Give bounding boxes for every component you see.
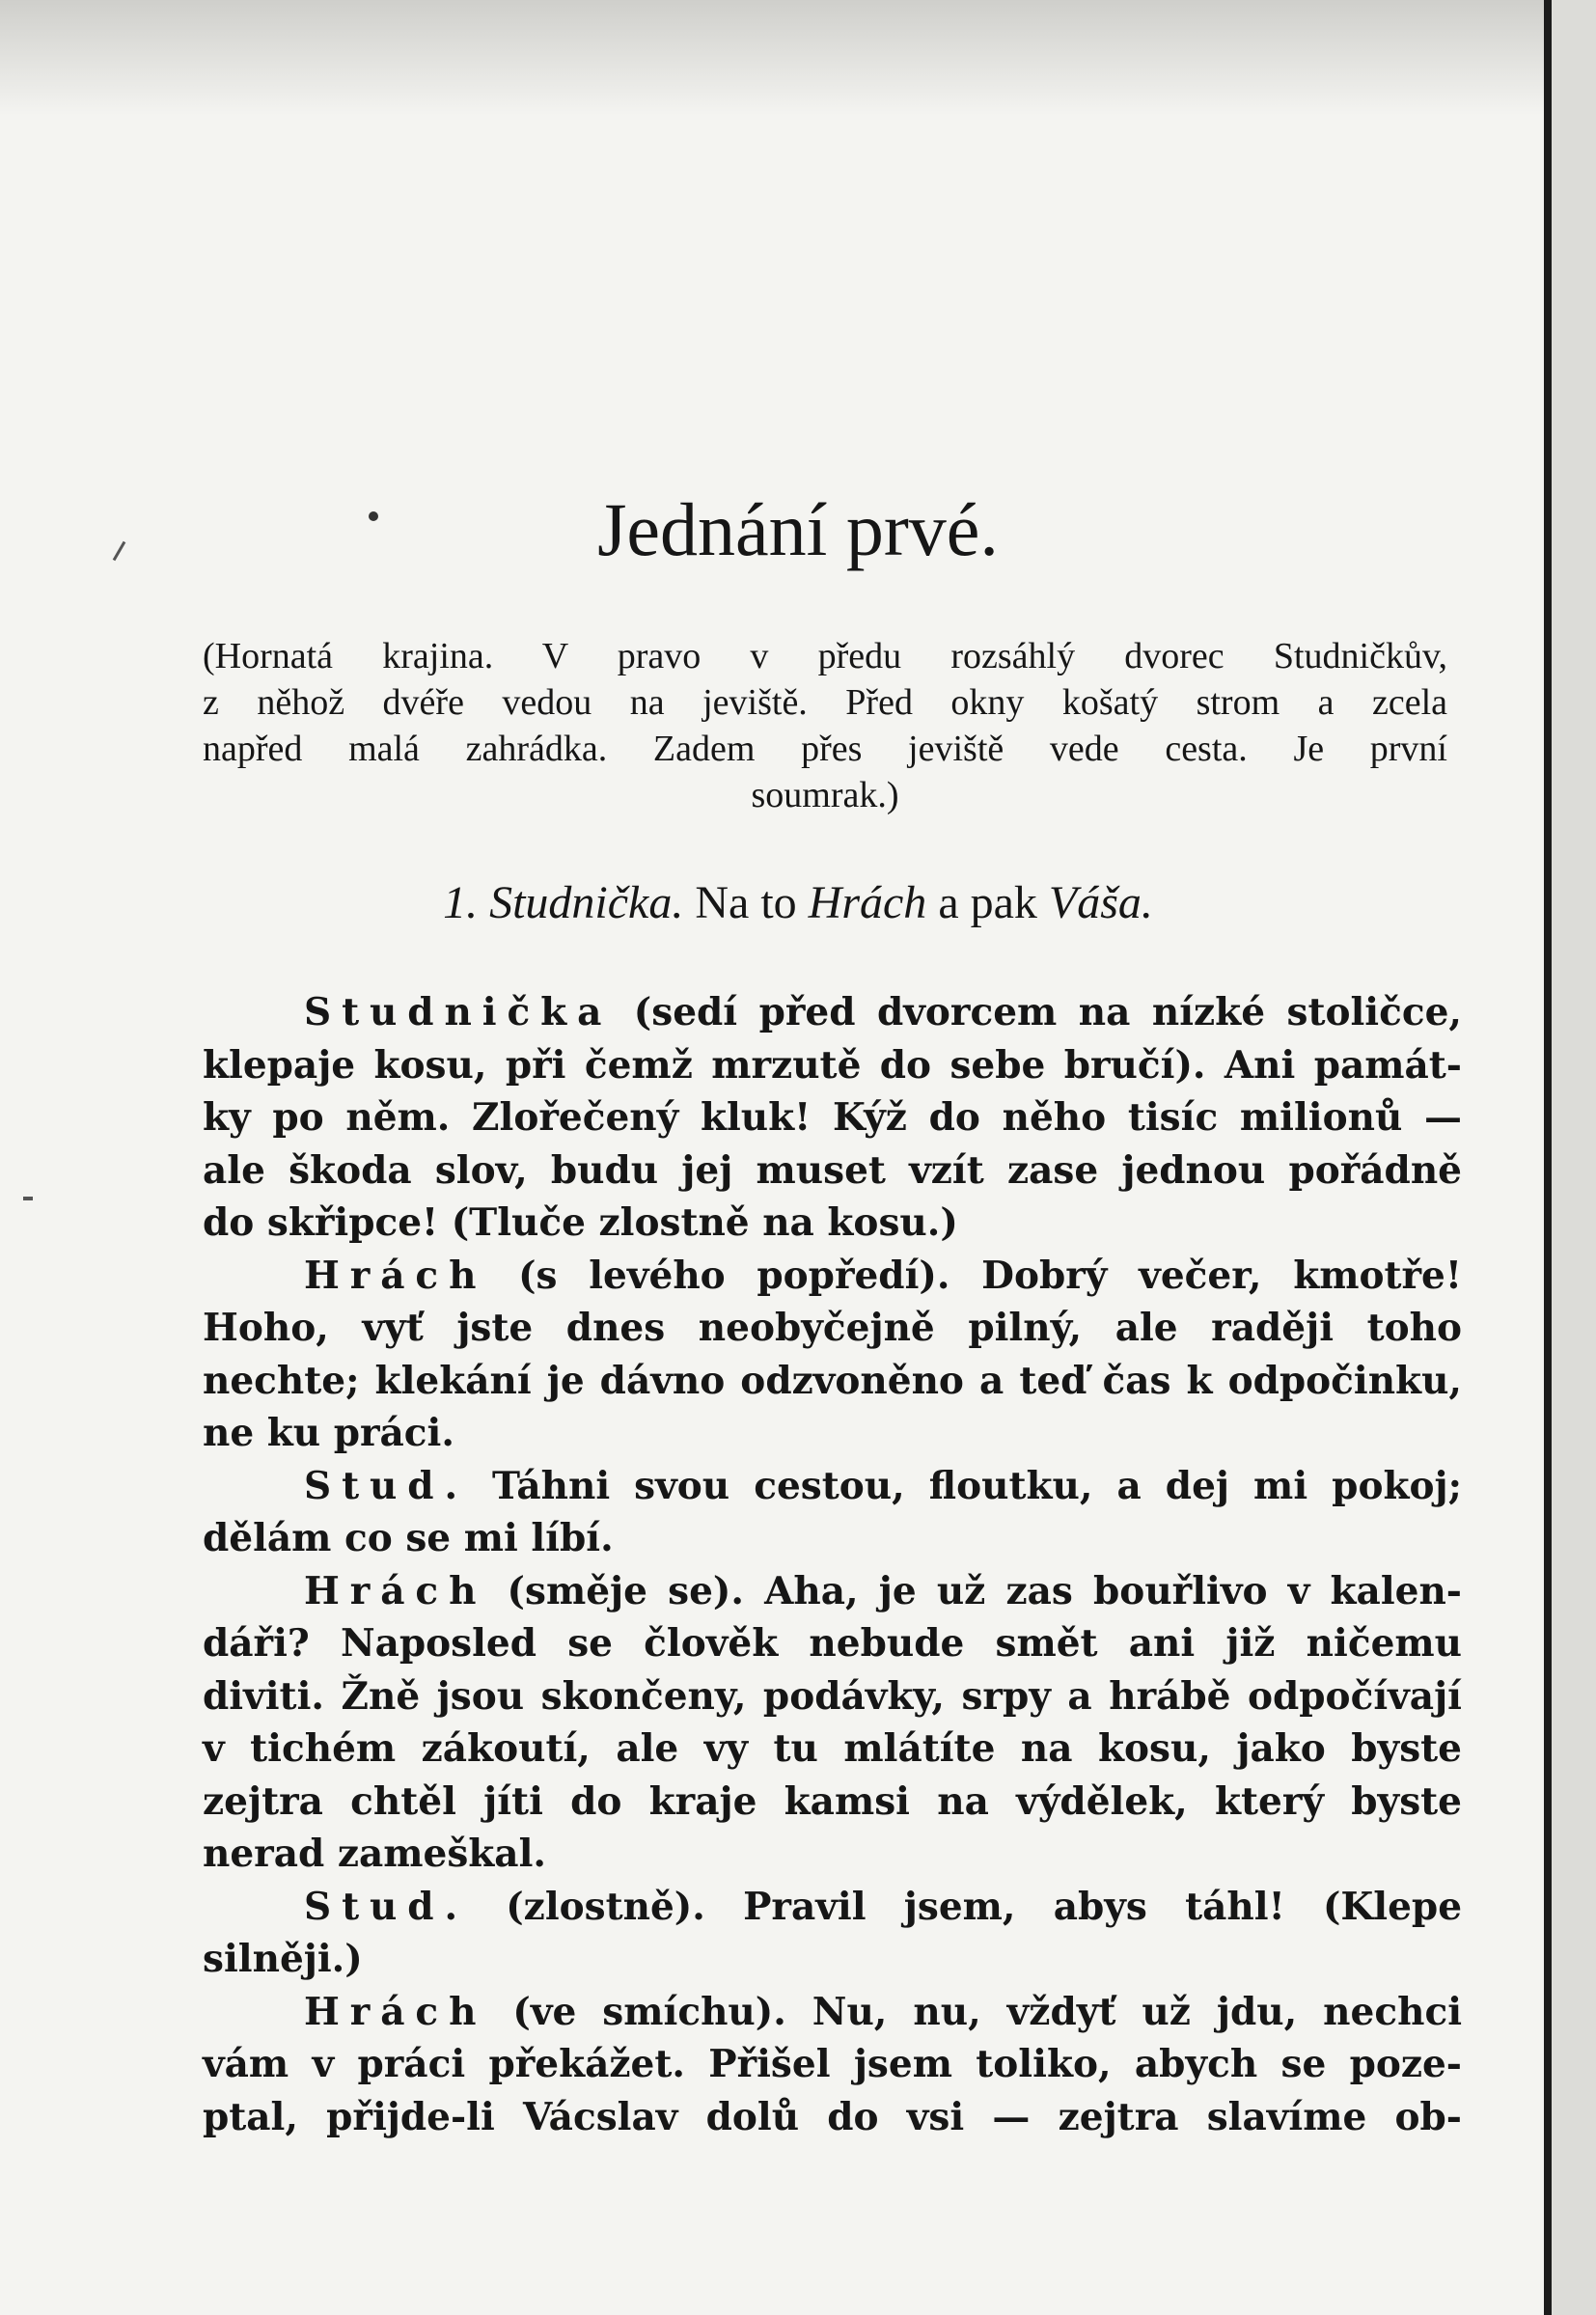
dialogue-text: Táhni svou cestou, floutku, a dej mi pokoj; bbox=[492, 1463, 1463, 1508]
stage-direction bbox=[203, 633, 1447, 818]
stage-line: z něhož dvéře vedou na jeviště. Před okny košatý strom a zcela bbox=[203, 682, 1447, 723]
dialogue-line: silněji.) bbox=[203, 1937, 363, 1981]
speaker-name: Studnička bbox=[304, 990, 613, 1034]
scene-character: Hrách bbox=[808, 877, 927, 928]
dialogue-paragraph bbox=[203, 1250, 1462, 1460]
scene-character: Váša. bbox=[1048, 877, 1153, 928]
dialogue-line bbox=[203, 1250, 1462, 1303]
dialogue-text: (zlostně). Pravil jsem, abys táhl! (Klepe bbox=[506, 1884, 1463, 1929]
dialogue-line bbox=[203, 1565, 1462, 1618]
dialogue-text: (sedí před dvorcem na nízké stoličce, bbox=[633, 990, 1462, 1034]
speaker-name: Hrách bbox=[304, 1568, 487, 1613]
scan-margin bbox=[1552, 0, 1596, 2315]
dialogue-line: zejtra chtěl jíti do kraje kamsi na výdělek, který byste bbox=[203, 1778, 1462, 1824]
speaker-name: Stud. bbox=[304, 1884, 468, 1929]
dialogue-line: diviti. Žně jsou skončeny, podávky, srpy a hrábě odpočívají bbox=[203, 1673, 1462, 1719]
scene-text: a pak bbox=[938, 877, 1037, 928]
dialogue-line: dělám co se mi líbí. bbox=[203, 1516, 614, 1560]
page-edge bbox=[1544, 0, 1552, 2315]
stage-line-last: soumrak.) bbox=[751, 775, 899, 815]
dialogue-paragraph bbox=[203, 1565, 1462, 1881]
dialogue-paragraph bbox=[203, 1881, 1462, 1986]
dialogue-line bbox=[203, 986, 1462, 1039]
act-heading: Jednání prvé. bbox=[597, 487, 999, 571]
dialogue-paragraph bbox=[203, 986, 1462, 1250]
speaker-name: Hrách bbox=[304, 1253, 487, 1298]
dialogue-line: nerad zameškal. bbox=[203, 1832, 546, 1876]
dialogue-line: vám v práci překážet. Přišel jsem toliko, abych se poze- bbox=[203, 2042, 1462, 2086]
dialogue-line: Hoho, vyť jste dnes neobyčejně pilný, ale raději toho bbox=[203, 1306, 1462, 1350]
speaker-name: Stud. bbox=[304, 1463, 468, 1508]
dialogue-text: (ve smíchu). Nu, nu, vždyť už jdu, nechci bbox=[512, 1989, 1463, 2034]
dialogue-line: do skřipce! (Tluče zlostně na kosu.) bbox=[203, 1200, 958, 1245]
dialogue-line bbox=[203, 1881, 1462, 1934]
dialogue-line bbox=[203, 1460, 1462, 1513]
dialogue bbox=[203, 986, 1462, 2143]
dialogue-line: dáři? Naposled se člověk nebude smět ani již ničemu bbox=[203, 1621, 1462, 1666]
dialogue-paragraph bbox=[203, 1986, 1462, 2144]
dialogue-line: ky po něm. Zlořečený kluk! Kýž do něho tisíc milionů — bbox=[203, 1095, 1462, 1140]
dialogue-line: ptal, přijde-li Vácslav dolů do vsi — zejtra slavíme ob- bbox=[203, 2094, 1462, 2139]
dialogue-paragraph bbox=[203, 1460, 1462, 1565]
scan-mark bbox=[23, 1197, 33, 1200]
dialogue-text: (směje se). Aha, je už zas bouřlivo v kalen- bbox=[507, 1568, 1462, 1613]
dialogue-line bbox=[203, 1986, 1462, 2039]
scene-text: Na to bbox=[695, 877, 797, 928]
dialogue-line: klepaje kosu, při čemž mrzutě do sebe bručí). Ani památ- bbox=[203, 1042, 1462, 1088]
dialogue-line: ale škoda slov, budu jej muset vzít zase jednou pořádně bbox=[203, 1147, 1462, 1193]
scene-heading bbox=[0, 877, 1596, 928]
scene-character: Studnička. bbox=[489, 877, 684, 928]
dialogue-line: v tichém zákoutí, ale vy tu mlátíte na kosu, jako byste bbox=[203, 1726, 1462, 1771]
stage-line: napřed malá zahrádka. Zadem přes jeviště vede cesta. Je první bbox=[203, 729, 1447, 769]
page-top-shadow bbox=[0, 0, 1544, 116]
dialogue-text: (s levého popředí). Dobrý večer, kmotře! bbox=[518, 1253, 1462, 1298]
stage-line: (Hornatá krajina. V pravo v předu rozsáhlý dvorec Studničkův, bbox=[203, 636, 1447, 676]
dialogue-line: nechte; klekání je dávno odzvoněno a teď čas k odpočinku, bbox=[203, 1358, 1462, 1403]
speaker-name: Hrách bbox=[304, 1989, 487, 2034]
scene-number: 1. bbox=[443, 877, 479, 928]
dialogue-line: ne ku práci. bbox=[203, 1411, 454, 1455]
